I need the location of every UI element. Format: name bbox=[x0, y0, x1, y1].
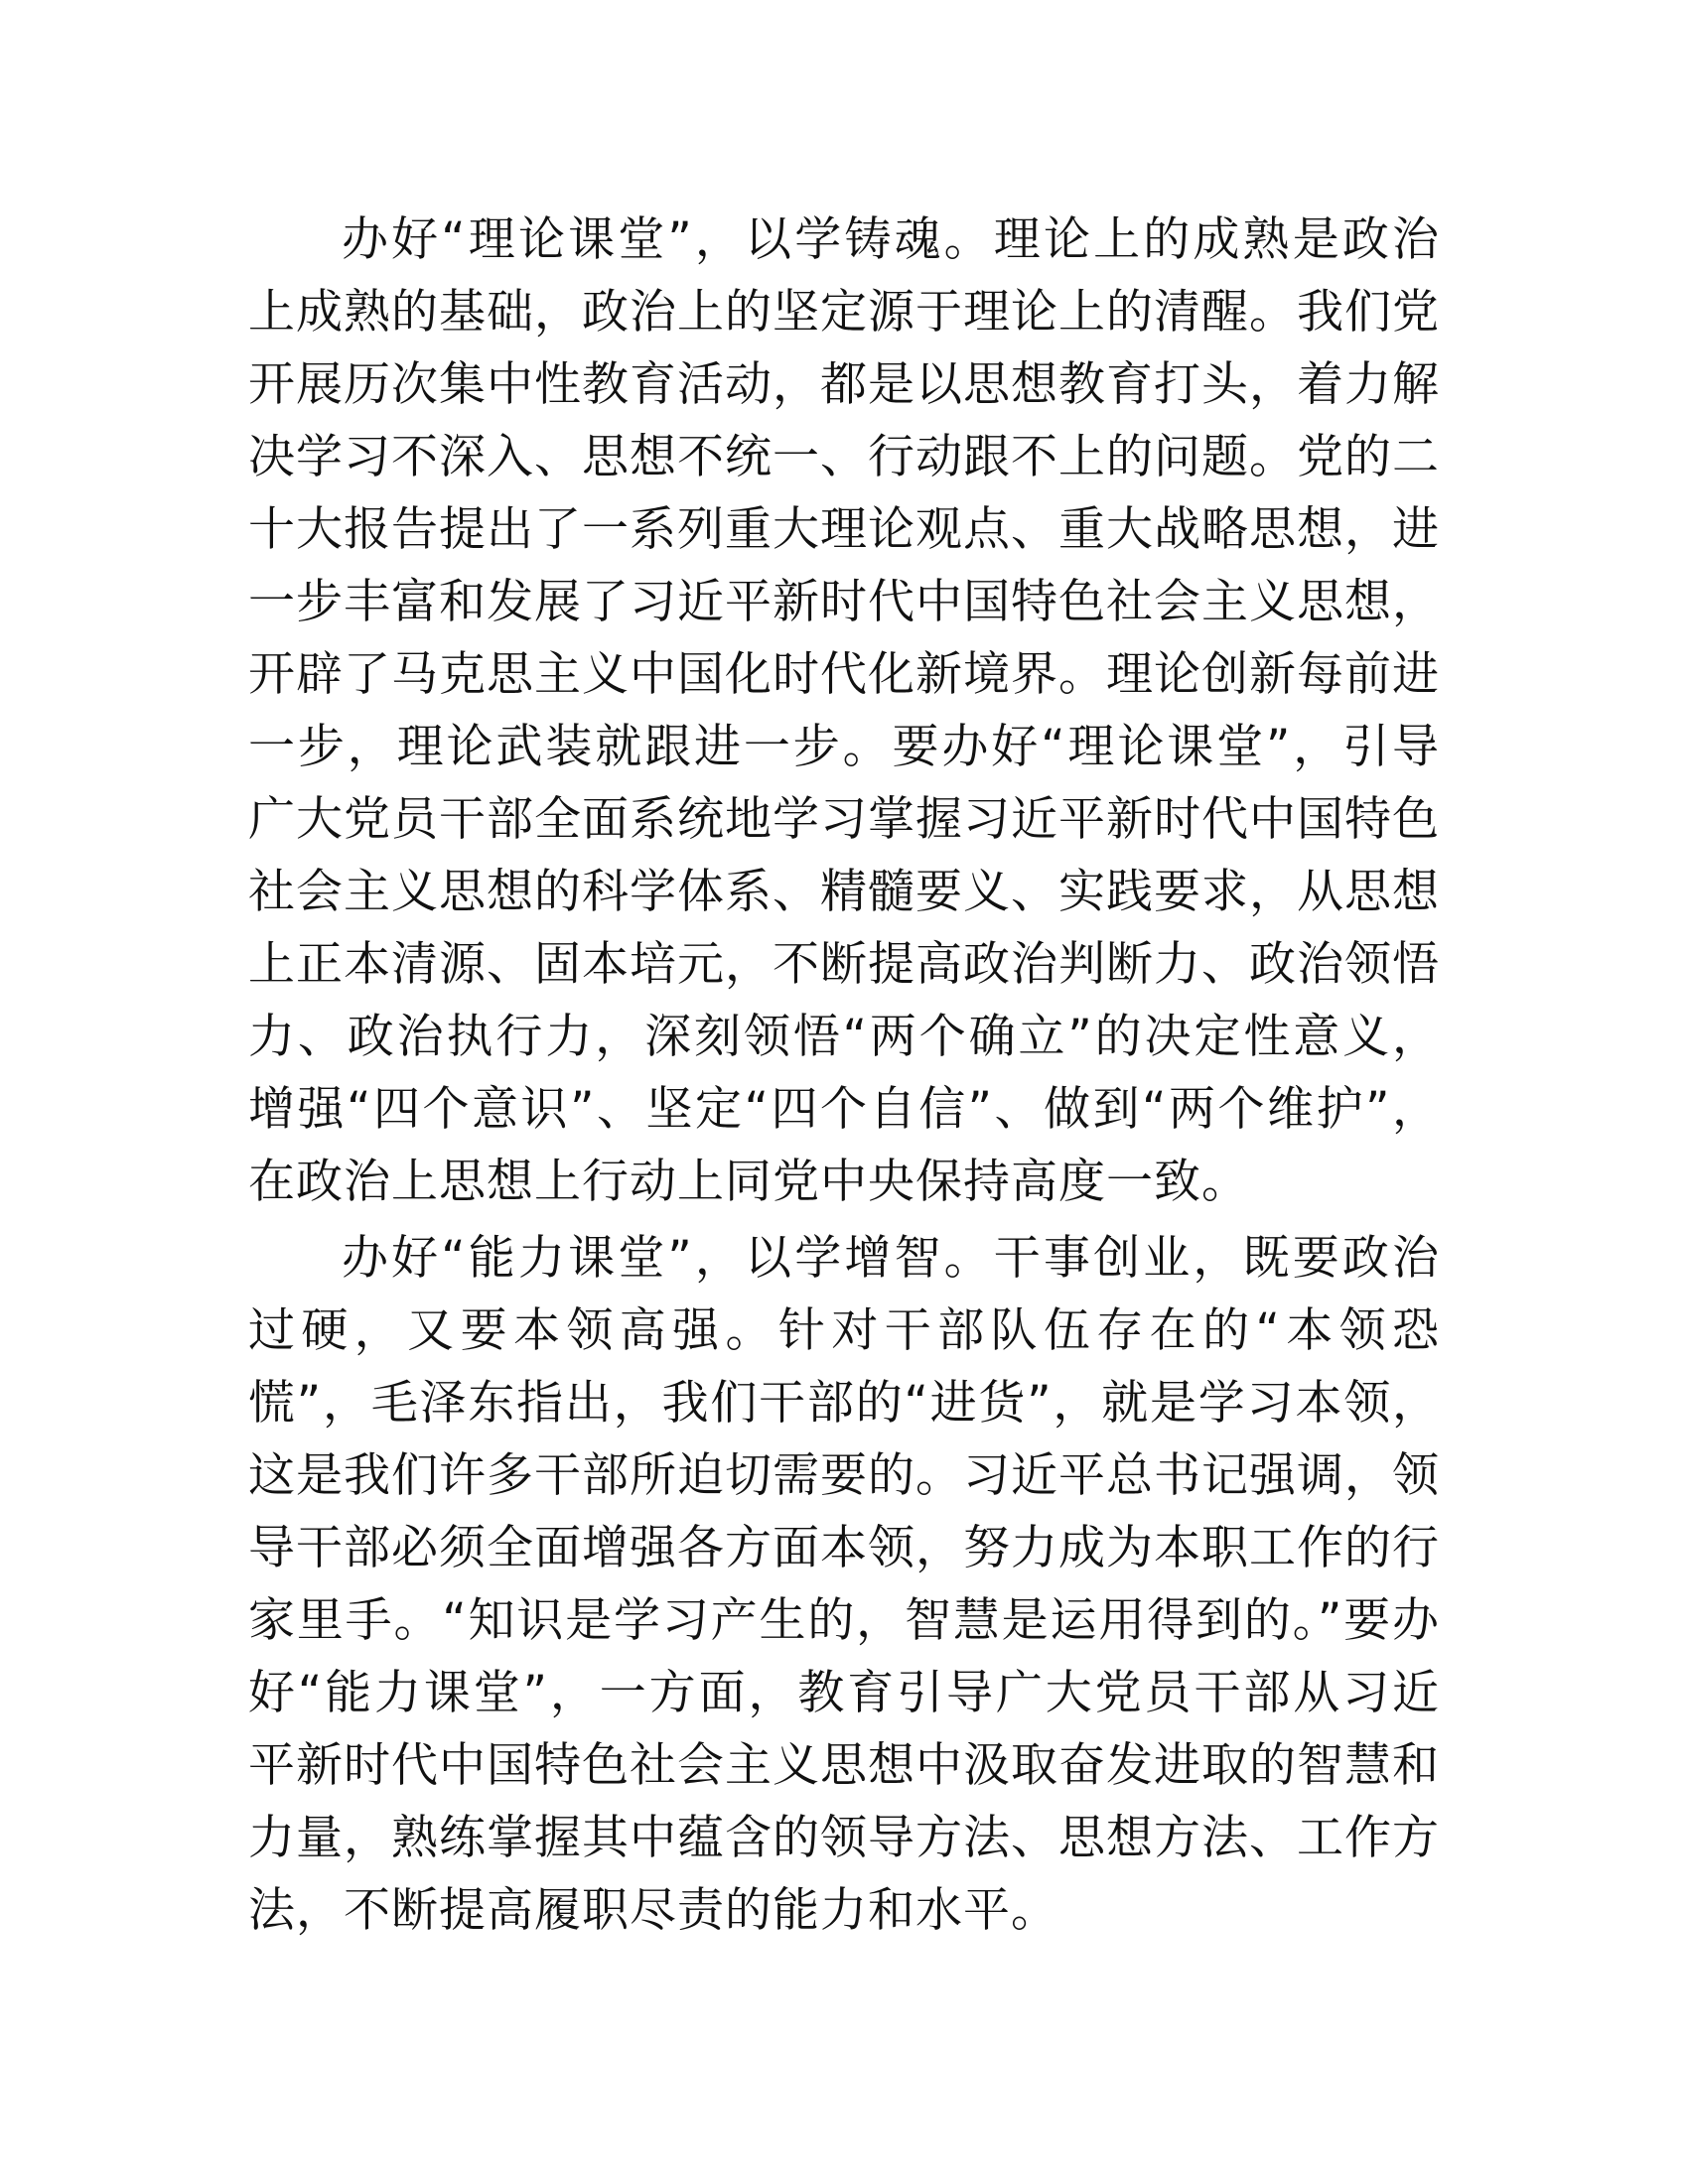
document-body bbox=[248, 204, 1440, 1947]
paragraph-ability-classroom: 办好“能力课堂”，以学增智。干事创业，既要政治过硬，又要本领高强。针对干部队伍存在的“本领恐慌”，毛泽东指出，我们干部的“进货”，就是学习本领，这是我们许多干部所迫切需要的。习近平总书记强调，领导干部必须全面增强各方面本领，努力成为本职工作的行家里手。“知识是学习产生的，智慧是运用得到的。”要办好“能力课堂”，一方面，教育引导广大党员干部从习近平新时代中国特色社会主义思想中汲取奋发进取的智慧和力量，熟练掌握其中蕴含的领导方法、思想方法、工作方法，不断提高履职尽责的能力和水平。 bbox=[248, 1231, 1440, 1938]
paragraph-theory-classroom: 办好“理论课堂”，以学铸魂。理论上的成熟是政治上成熟的基础，政治上的坚定源于理论上的清醒。我们党开展历次集中性教育活动，都是以思想教育打头，着力解决学习不深入、思想不统一、行动跟不上的问题。党的二十大报告提出了一系列重大理论观点、重大战略思想，进一步丰富和发展了习近平新时代中国特色社会主义思想，开辟了马克思主义中国化时代化新境界。理论创新每前进一步，理论武装就跟进一步。要办好“理论课堂”，引导广大党员干部全面系统地学习掌握习近平新时代中国特色社会主义思想的科学体系、精髓要义、实践要求，从思想上正本清源、固本培元，不断提高政治判断力、政治领悟力、政治执行力，深刻领悟“两个确立”的决定性意义，增强“四个意识”、坚定“四个自信”、做到“两个维护”，在政治上思想上行动上同党中央保持高度一致。 bbox=[248, 212, 1440, 1209]
